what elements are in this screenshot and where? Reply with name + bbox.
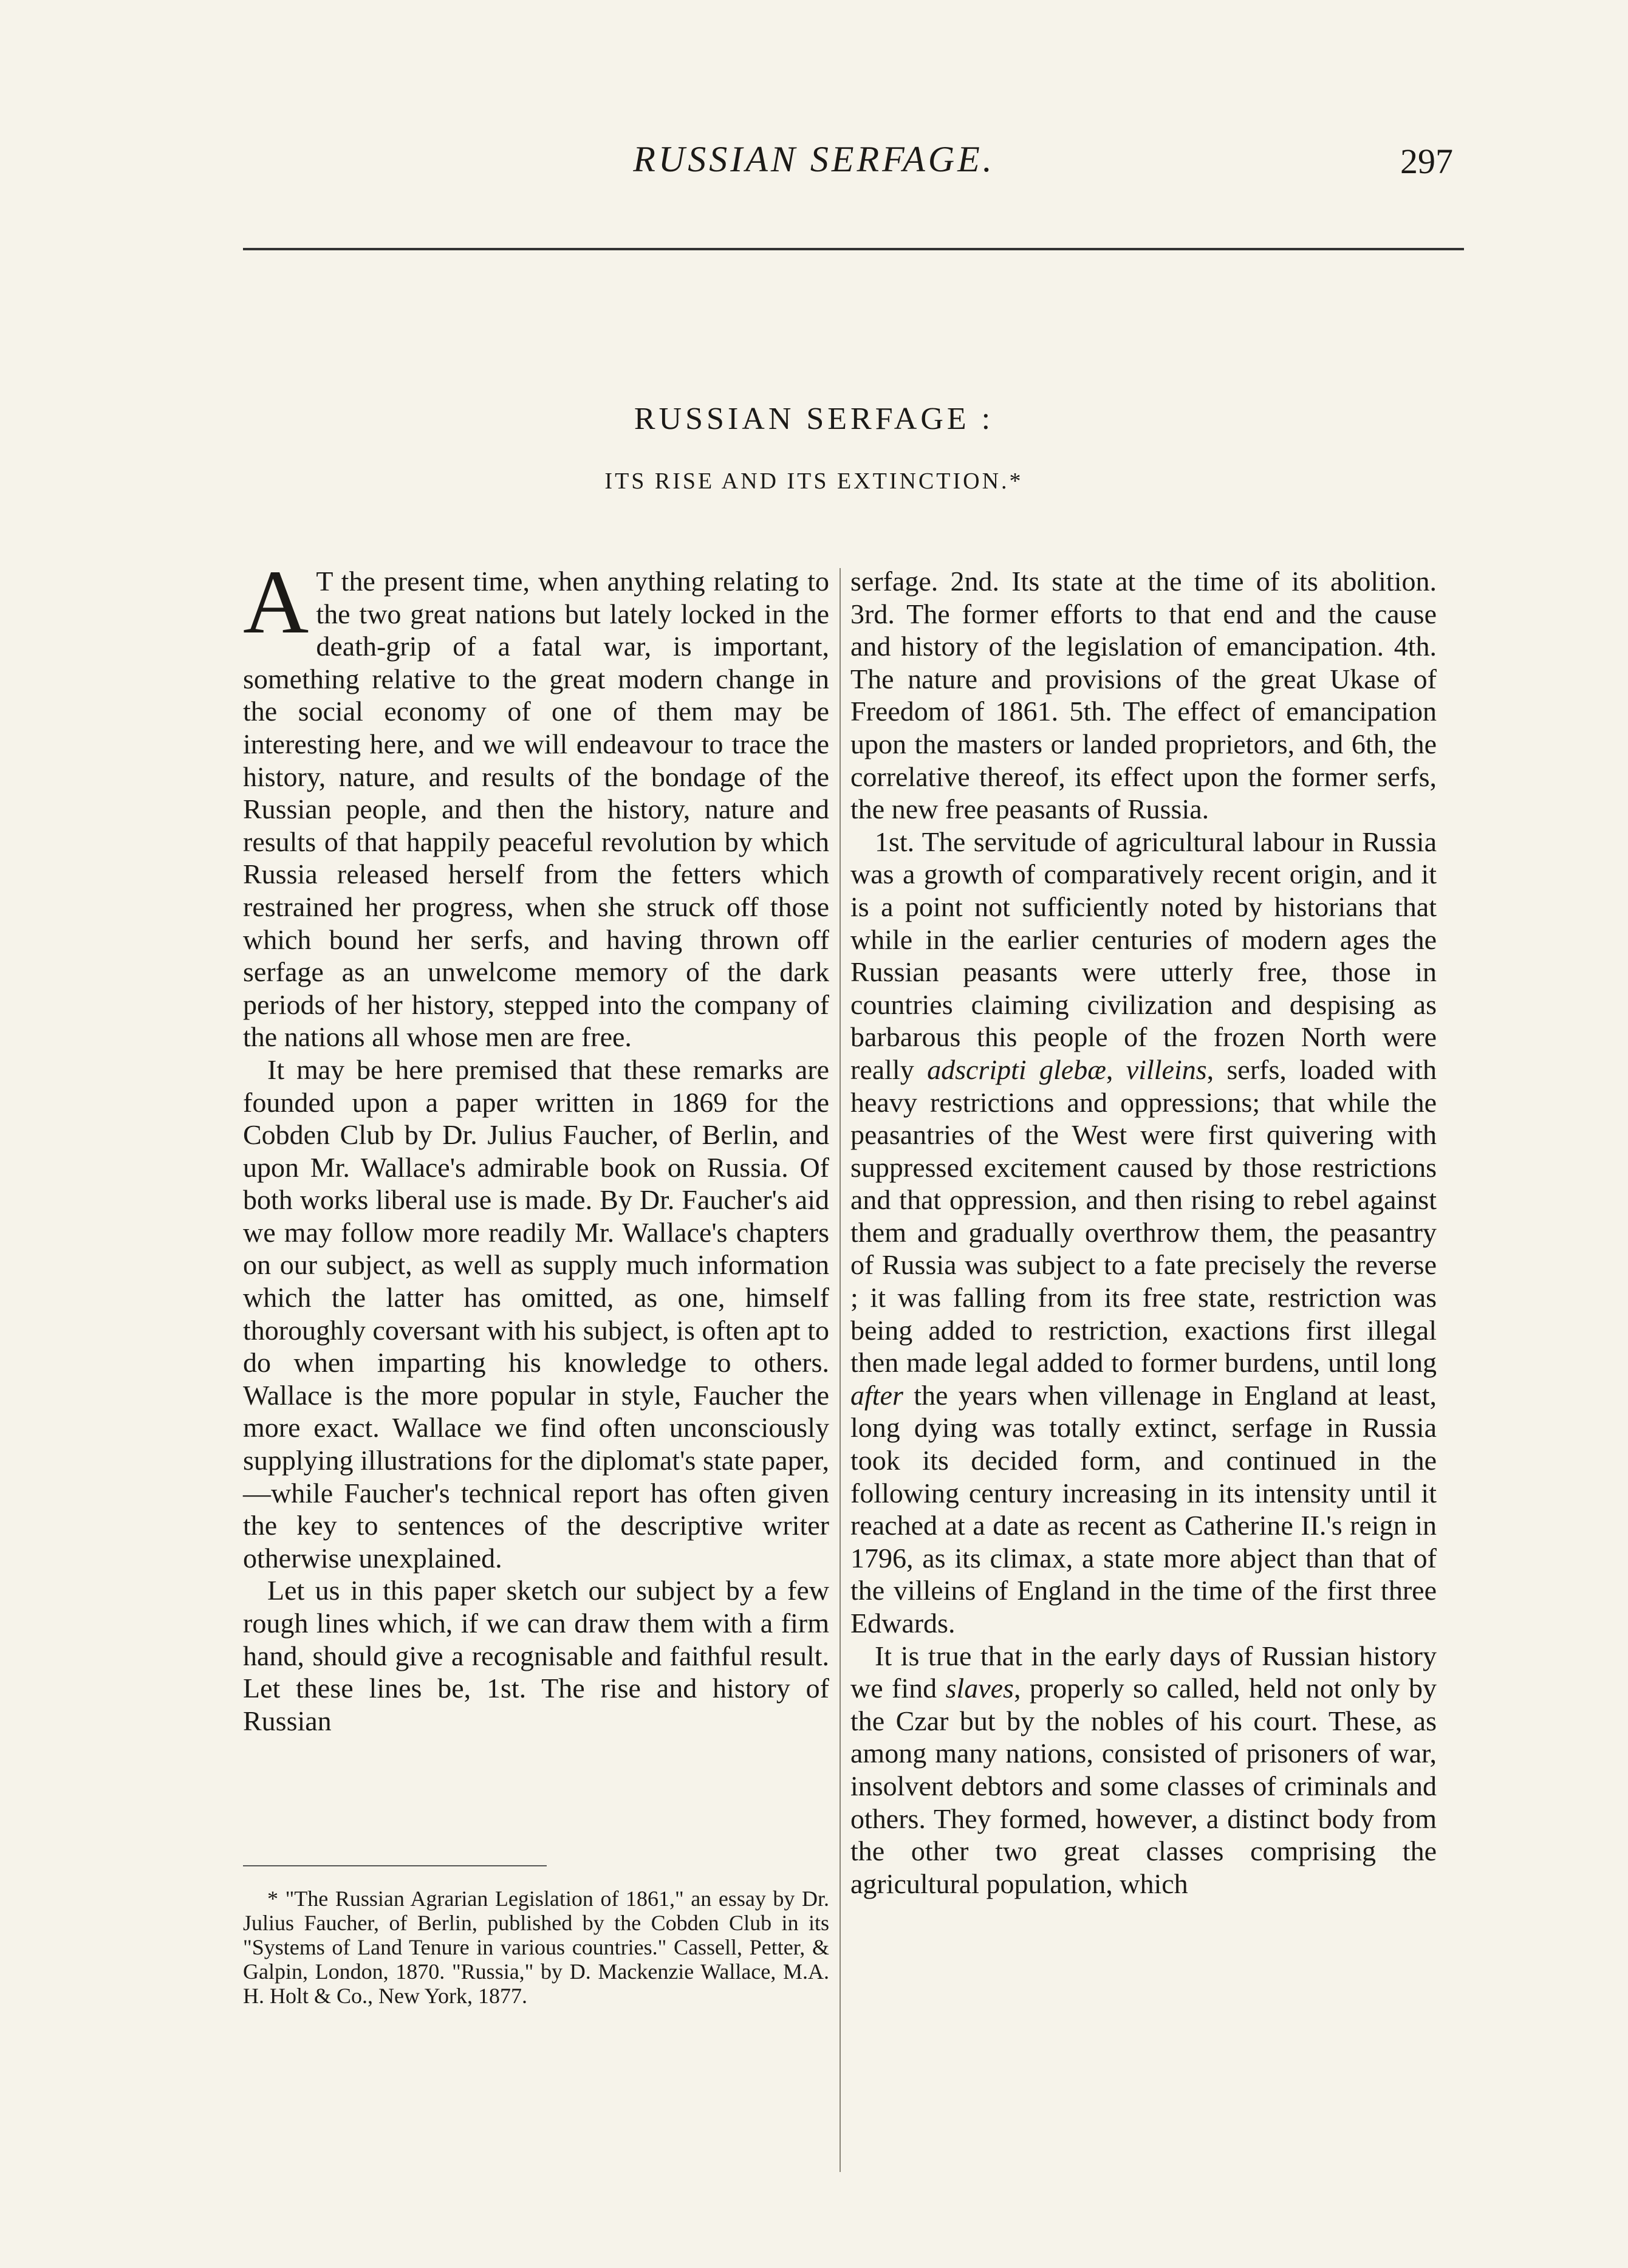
paragraph: It is true that in the early days of Russian history we find slaves, properly so called, held not only by the Czar but by the nobles of his court. These, as among many nations, consisted of prisoners of war, insolvent debtors and some classes of criminals and others. They formed, however, a distinct body from the other two great classes comprising the agricultural population, which bbox=[850, 1640, 1437, 1899]
paragraph: It may be here premised that these remarks are founded upon a paper written in 1869 for the Cobden Club by Dr. Julius Faucher, of Berlin, and upon Mr. Wallace's admirable book on Russia. Of both works liberal use is made. By Dr. Faucher's aid we may follow more readily Mr. Wallace's chapters on our subject, as well as supply much information which the latter has omitted, as one, himself thoroughly coversant with his subject, is often apt to do when imparting his knowledge to others. Wallace is the more popular in style, Faucher the more exact. Wallace we find often unconsciously supplying illustrations for the diplomat's state paper,—while Faucher's technical report has often given the key to sentences of the descriptive writer otherwise unexplained. bbox=[243, 1053, 829, 1574]
paragraph: 1st. The servitude of agricultural labour in Russia was a growth of comparatively recent origin, and it is a point not sufficiently noted by historians that while in the earlier centuries of modern ages the Russian peasants were utterly free, those in countries claiming civilization and despising as barbarous this people of the frozen North were really adscripti glebæ, villeins, serfs, loaded with heavy restrictions and oppressions; that while the peasantries of the West were first quivering with suppressed excitement caused by those restrictions and that oppression, and then rising to rebel against them and gradually overthrow them, the peasantry of Russia was subject to a fate precisely the reverse ; it was falling from its free state, restriction was being added to restriction, exactions first illegal then made legal added to former burdens, until long after the years when villenage in England at least, long dying was totally extinct, serfage in Russia took its decided form, and continued in the following century increasing in its intensity until it reached at a date as recent as Catherine II.'s reign in 1796, as its climax, a state more abject than that of the villeins of England in the time of the first three Edwards. bbox=[850, 826, 1437, 1639]
italic-phrase: after bbox=[850, 1379, 903, 1411]
running-title: RUSSIAN SERFAGE. bbox=[633, 139, 995, 179]
footnote-rule bbox=[243, 1865, 547, 1866]
left-column bbox=[243, 552, 829, 1737]
paragraph: Let us in this paper sketch our subject by a few rough lines which, if we can draw them with a firm hand, should give a recognisable and faithful result. Let these lines be, 1st. The rise and history of Russian bbox=[243, 1575, 829, 1736]
running-head bbox=[0, 139, 1628, 193]
italic-phrase: adscripti glebæ bbox=[927, 1053, 1106, 1085]
article-title: RUSSIAN SERFAGE : bbox=[634, 402, 994, 436]
column-divider bbox=[840, 568, 841, 2172]
page-number: 297 bbox=[1400, 142, 1453, 181]
paragraph: serfage. 2nd. Its state at the time of its abolition. 3rd. The former efforts to that end and the cause and history of the legislation of emancipation. 4th. The nature and provisions of the great Ukase of Freedom of 1861. 5th. The effect of emancipation upon the masters or landed proprietors, and 6th, the correlative thereof, its effect upon the former serfs, the new free peasants of Russia. bbox=[850, 566, 1437, 825]
italic-phrase: slaves bbox=[945, 1673, 1014, 1704]
footnote: * "The Russian Agrarian Legislation of 1861," an essay by Dr. Julius Faucher, of Berlin, published by the Cobden Club in its "Systems of Land Tenure in various countries." Cassell, Petter, & Galpin, London, 1870. "Russia," by D. Mackenzie Wallace, M.A. H. Holt & Co., New York, 1877. bbox=[243, 1886, 829, 2008]
paragraph bbox=[243, 552, 829, 1053]
italic-phrase: villeins bbox=[1126, 1053, 1207, 1085]
article-subtitle: ITS RISE AND ITS EXTINCTION.* bbox=[604, 468, 1024, 494]
drop-cap: A bbox=[243, 552, 309, 653]
paragraph-text: T the present time, when anything relating to the two great nations but lately locked in the death-grip of a fatal war, is important, something relative to the great modern change in the social economy of one of them may be interesting here, and we will endeavour to trace the history, nature, and results of the bondage of the Russian people, and then the history, nature and results of that happily peaceful revolution by which Russia released herself from the fetters which restrained her progress, when she struck off those which bound her serfs, and having thrown off serfage as an unwelcome memory of the dark periods of her history, stepped into the company of the nations all whose men are free. bbox=[243, 566, 829, 1053]
header-rule bbox=[243, 248, 1464, 250]
right-column bbox=[850, 565, 1437, 1900]
